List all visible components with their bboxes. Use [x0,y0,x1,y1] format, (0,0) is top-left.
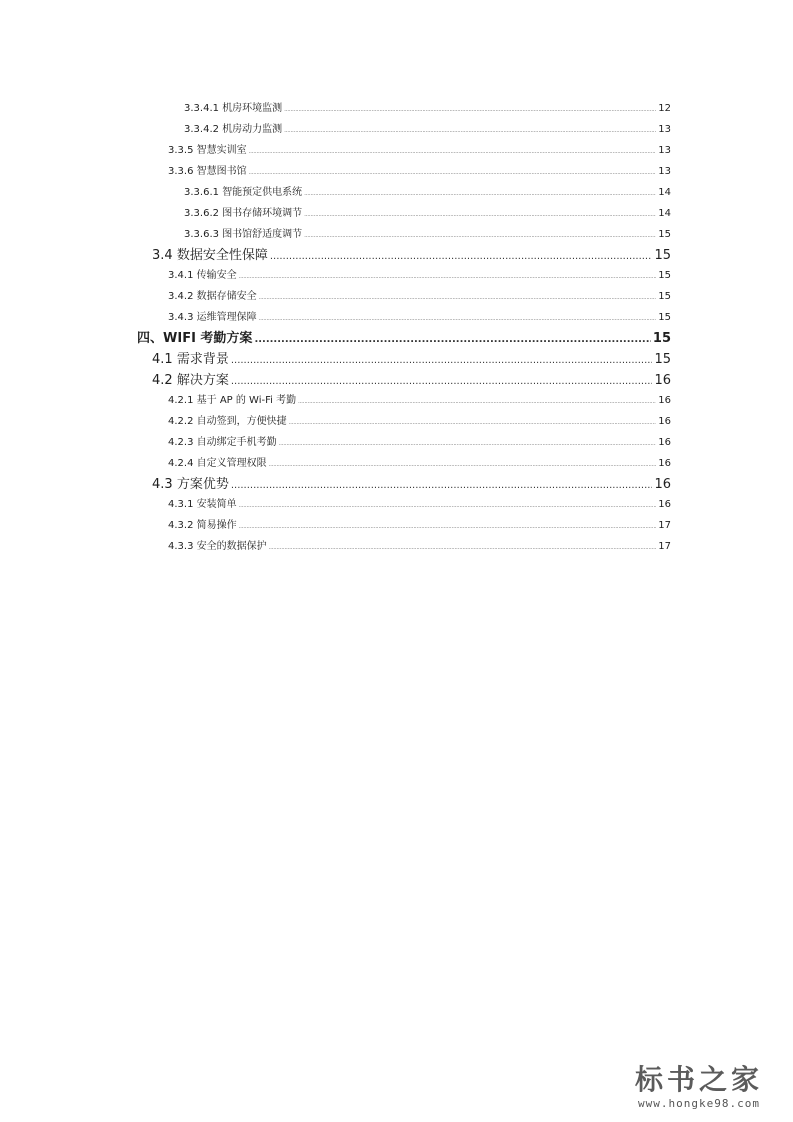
toc-leader [249,170,657,176]
table-of-contents [0,0,793,560]
toc-entry-number: 3.3.6 [168,166,194,177]
toc-entry-page: 16 [658,437,671,448]
toc-entry-title: 自定义管理权限 [196,458,267,469]
toc-entry-title: 安装简单 [196,499,237,510]
toc-entry[interactable] [152,369,671,388]
toc-entry-page: 13 [658,145,671,156]
toc-entry-number: 3.3.6.1 [184,187,219,198]
toc-entry[interactable] [168,433,671,448]
toc-leader [259,295,657,301]
toc-entry-title: 安全的数据保护 [196,541,267,552]
toc-entry-title: WIFI 考勤方案 [163,331,253,346]
toc-entry[interactable] [152,473,671,492]
toc-entry[interactable] [168,141,671,156]
toc-leader [259,316,657,322]
toc-entry-title: 图书馆舒适度调节 [222,229,303,240]
toc-entry[interactable] [184,183,671,198]
toc-entry-page: 16 [658,499,671,510]
toc-entry[interactable] [152,244,671,263]
toc-entry-title: 简易操作 [196,520,237,531]
toc-entry-page: 15 [652,331,671,346]
toc-entry-number: 3.3.4.1 [184,103,219,114]
toc-entry-number: 4.2 [152,373,173,388]
toc-entry-page: 15 [654,352,671,367]
toc-entry-number: 3.4.1 [168,270,194,281]
toc-entry-number: 4.3.3 [168,541,194,552]
toc-entry-number: 4.3.1 [168,499,194,510]
toc-entry-page: 16 [654,373,671,388]
toc-leader [254,334,650,345]
toc-entry-number: 3.4.2 [168,291,194,302]
toc-entry[interactable] [168,266,671,281]
toc-leader [239,503,657,509]
toc-entry-page: 16 [658,458,671,469]
toc-leader [304,212,656,218]
toc-entry-number: 3.4 [152,248,173,263]
toc-entry-number: 4.2.3 [168,437,194,448]
toc-entry-title: 自动绑定手机考勤 [196,437,277,448]
toc-entry-title: 数据存储安全 [196,291,257,302]
toc-leader [270,251,653,262]
toc-leader [304,233,656,239]
toc-entry[interactable] [184,225,671,240]
watermark-url: www.hongke98.com [638,1097,760,1110]
toc-leader [249,149,657,155]
toc-leader [239,524,657,530]
toc-entry-page: 15 [658,291,671,302]
toc-entry[interactable] [168,391,671,406]
toc-entry[interactable] [184,99,671,114]
toc-leader [231,355,653,366]
toc-entry-page: 15 [654,248,671,263]
toc-entry-number: 4.2.4 [168,458,194,469]
toc-leader [269,545,657,551]
toc-entry-number: 4.3 [152,477,173,492]
toc-entry-number: 4.3.2 [168,520,194,531]
toc-entry[interactable] [152,348,671,367]
toc-entry[interactable] [168,287,671,302]
toc-entry-title: 传输安全 [196,270,237,281]
toc-leader [284,128,656,134]
toc-entry-number: 四、 [137,331,164,346]
toc-entry[interactable] [168,537,671,552]
toc-entry[interactable] [168,162,671,177]
toc-entry-number: 3.4.3 [168,312,194,323]
toc-entry-page: 16 [658,395,671,406]
watermark-logo [619,1063,779,1110]
toc-entry[interactable] [184,120,671,135]
toc-entry-page: 13 [658,124,671,135]
toc-entry-title: 机房动力监测 [222,124,283,135]
toc-entry-page: 15 [658,229,671,240]
toc-entry-page: 15 [658,312,671,323]
toc-entry-page: 14 [658,187,671,198]
toc-leader [284,107,656,113]
toc-entry-page: 17 [658,520,671,531]
toc-leader [239,274,657,280]
toc-entry-title: 图书存储环境调节 [222,208,303,219]
toc-leader [304,191,656,197]
watermark-title: 标书之家 [634,1063,763,1096]
toc-entry-title: 智慧实训室 [196,145,247,156]
toc-leader [231,376,653,387]
toc-entry-title: 智慧图书馆 [196,166,247,177]
toc-leader [279,441,657,447]
toc-entry-page: 15 [658,270,671,281]
toc-entry-number: 4.1 [152,352,173,367]
toc-entry-title: 基于 AP 的 Wi-Fi 考勤 [196,395,297,406]
toc-entry-title: 运维管理保障 [196,312,257,323]
toc-entry-page: 13 [658,166,671,177]
toc-entry-title: 方案优势 [176,477,229,492]
toc-entry-title: 数据安全性保障 [176,248,268,263]
toc-entry-page: 14 [658,208,671,219]
toc-entry[interactable] [184,204,671,219]
toc-entry-number: 4.2.1 [168,395,194,406]
toc-entry-page: 16 [654,477,671,492]
toc-entry-page: 12 [658,103,671,114]
toc-entry[interactable] [168,516,671,531]
toc-entry-number: 3.3.4.2 [184,124,219,135]
toc-entry-number: 3.3.6.2 [184,208,219,219]
toc-leader [269,462,657,468]
toc-entry-number: 3.3.5 [168,145,194,156]
toc-entry[interactable] [168,412,671,427]
toc-entry-title: 机房环境监测 [222,103,283,114]
toc-leader [298,399,656,405]
toc-entry[interactable] [137,327,671,346]
toc-entry-page: 16 [658,416,671,427]
toc-leader [231,480,653,491]
toc-entry-title: 需求背景 [176,352,229,367]
toc-entry[interactable] [168,495,671,510]
toc-entry-number: 3.3.6.3 [184,229,219,240]
toc-entry[interactable] [168,308,671,323]
toc-entry-title: 自动签到，方便快捷 [196,416,287,427]
toc-entry-title: 智能预定供电系统 [222,187,303,198]
toc-leader [289,420,657,426]
toc-entry-page: 17 [658,541,671,552]
toc-entry[interactable] [168,454,671,469]
toc-entry-title: 解决方案 [176,373,229,388]
toc-entry-number: 4.2.2 [168,416,194,427]
